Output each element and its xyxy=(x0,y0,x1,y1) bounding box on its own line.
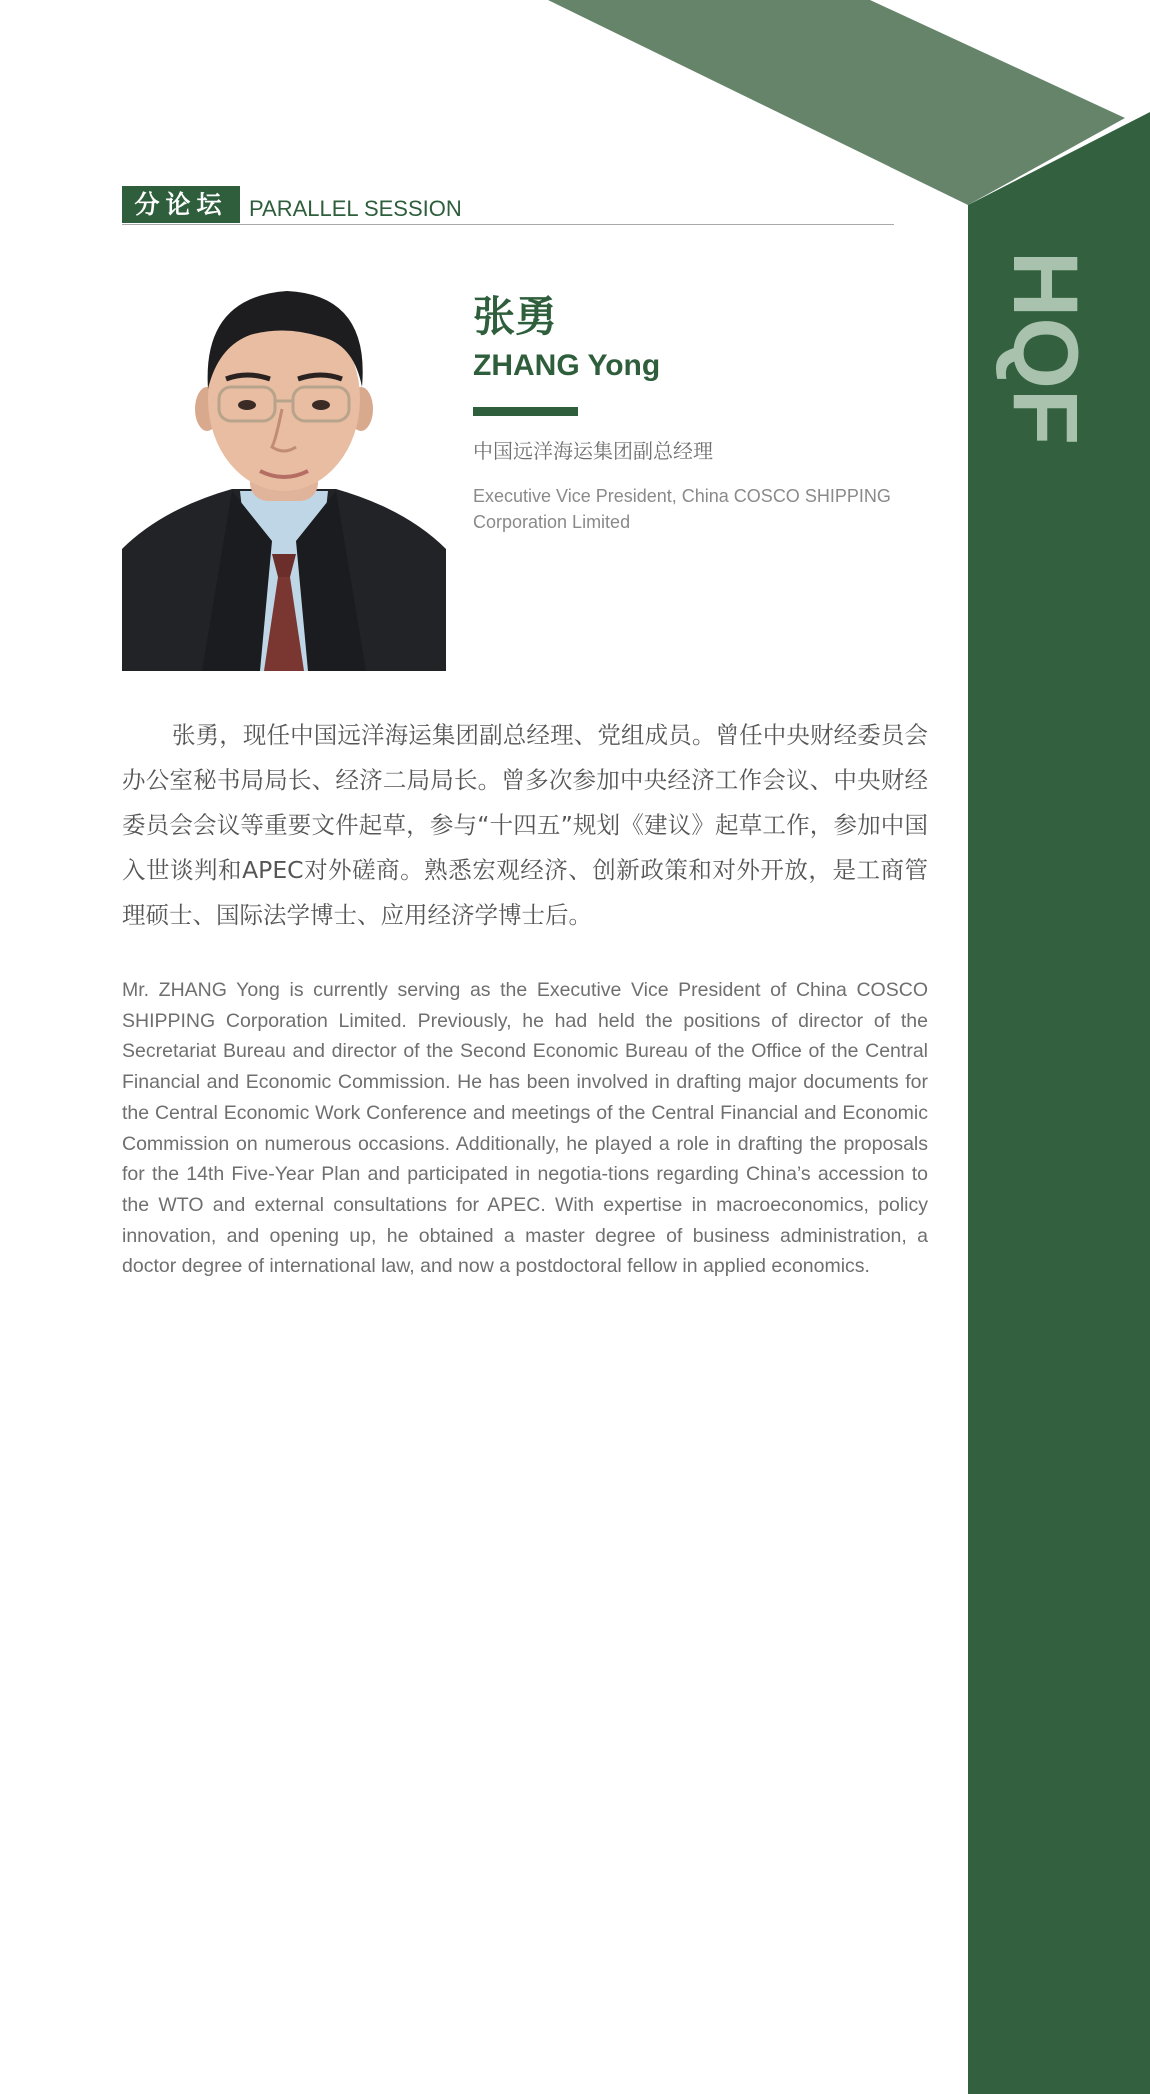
section-header xyxy=(122,186,894,225)
hqf-logo-text: HQF xyxy=(994,250,1096,446)
speaker-bio-english: Mr. ZHANG Yong is currently serving as the Executive Vice President of China COSCO SHIPPING Corporation Limited. Previously, he had held the positions of director of the Secretariat Bureau and director of the Second Economic Bureau of the Office of the Central Financial and Economic Commission. He has been involved in drafting major documents for the Central Economic Work Conference and meetings of the Central Financial and Economic Commission on numerous occasions. Additionally, he played a role in drafting the proposals for the 14th Five-Year Plan and participated in negotia-tions regarding China’s accession to the WTO and external consultations for APEC. With expertise in macroeconomics, policy innovation, and opening up, he obtained a master degree of business administration, a doctor degree of international law, and now a postdoctoral fellow in applied economics. xyxy=(122,979,928,1278)
speaker-name-english: ZHANG Yong xyxy=(473,349,661,382)
speaker-title-chinese: 中国远洋海运集团副总经理 xyxy=(473,439,713,463)
parallel-session-badge: 分论坛 xyxy=(122,186,240,223)
parallel-session-label: PARALLEL SESSION xyxy=(249,196,462,221)
speaker-name-chinese: 张勇 xyxy=(473,292,558,341)
speaker-bio-chinese: 张勇，现任中国远洋海运集团副总经理、党组成员。曾任中央财经委员会办公室秘书局局长、经济二局局长。曾多次参加中央经济工作会议、中央财经委员会会议等重要文件起草，参与“十四五”规划《建议》起草工作，参加中国入世谈判和APEC对外磋商。熟悉宏观经济、创新政策和对外开放，是工商管理硕士、国际法学博士、应用经济学博士后。 xyxy=(122,721,928,929)
hqf-logo xyxy=(994,243,1096,453)
name-underline-bar xyxy=(473,407,578,416)
speaker-portrait xyxy=(122,279,446,671)
speaker-title-english: Executive Vice President, China COSCO SHIPPING Corporation Limited xyxy=(473,486,891,532)
